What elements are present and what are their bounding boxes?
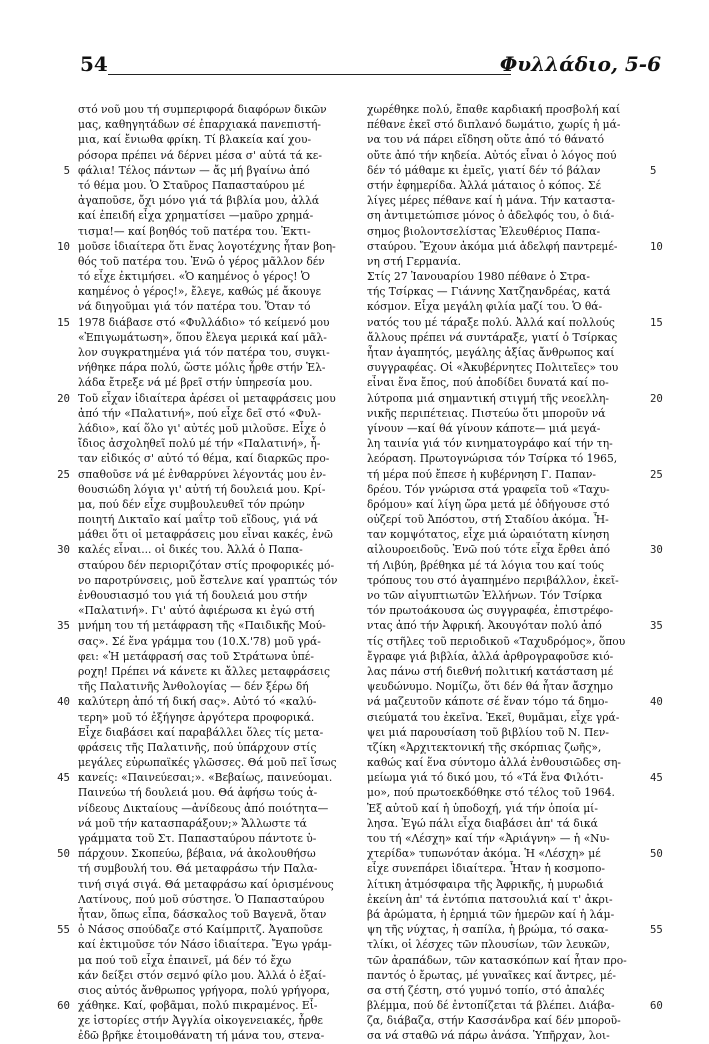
text-line: βλέμμα, πού δέ ἐντοπίζεται τά βλέπει. Διάβα- [367, 999, 615, 1013]
line-number-spacer [650, 725, 676, 740]
line-number-spacer [44, 588, 70, 603]
line-number-spacer [650, 193, 676, 208]
line-number-spacer [44, 345, 70, 360]
line-number-spacer [44, 831, 70, 846]
text-line: ντας ἀπό τήν Ἀφρική. Ἀκουγόταν πολύ ἀπό [367, 619, 602, 633]
line-number-spacer [650, 512, 676, 527]
right-column [367, 102, 629, 1044]
header-rule [108, 74, 511, 75]
text-line: καλές εἶναι... οἱ δικές του. Ἀλλά ὁ Παπα- [78, 543, 303, 557]
text-line: λάδιο», καί ὅλο γι' αὐτές μοῦ μιλοῦσε. Εἶχε ὁ [78, 421, 326, 435]
text-line: γράμματα τοῦ Στ. Παπασταύρου πάντοτε ὑ- [78, 832, 317, 845]
text-line: σιεύματά του ἐκεῖνα. Ἐκεῖ, θυμᾶμαι, εἶχε γρά- [367, 710, 620, 724]
text-line: σα νά σταθῶ νά πάρω ἀνάσα. Ὑπῆρχαν, λοι- [367, 1029, 610, 1043]
line-number-spacer [650, 224, 676, 239]
text-line: αἰλουροειδοῦς. Ἐνῶ πού τότε εἶχα ἔρθει ἀπό [367, 543, 611, 557]
line-number-spacer [650, 330, 676, 345]
line-number-spacer [44, 983, 70, 998]
line-number-spacer [44, 877, 70, 892]
line-number: 25 [57, 467, 70, 481]
line-number-spacer [650, 148, 676, 163]
line-number-spacer [44, 785, 70, 800]
line-number-spacer [650, 558, 676, 573]
text-line: θός τοῦ πατέρα του. Ἐνῶ ὁ γέρος μᾶλλον δέν [78, 254, 325, 268]
line-number: 5 [63, 163, 70, 177]
text-line: ἴδιος ἀσχοληθεῖ πολύ μέ τήν «Παλατινή», ἦ- [78, 437, 321, 451]
line-number-spacer [650, 436, 676, 451]
line-number-spacer [650, 968, 676, 983]
text-line: μείωμα γιά τό δικό μου, τό «Τά ἕνα Φιλότι- [367, 771, 604, 785]
line-number-spacer [650, 755, 676, 770]
line-numbers-right [650, 102, 676, 1044]
page-number: 54 [80, 52, 108, 76]
line-number-spacer [650, 254, 676, 269]
line-number-spacer [650, 588, 676, 603]
text-line: στό νοῦ μου τή συμπεριφορά διαφόρων δικῶν [78, 103, 327, 116]
line-number: 15 [650, 315, 663, 329]
text-line: φει: «Ἡ μετάφρασή σας τοῦ Στράτωνα ὑπέ- [78, 649, 314, 663]
text-line: σταύρου δέν περιοριζόταν στίς προφορικές μό- [78, 558, 335, 572]
text-line: καί ἐπειδή εἶχα χρηματίσει —μαῦρο χρημά- [78, 209, 314, 223]
text-line: χε ἱστορίες στήν Ἀγγλία οἰκογενειακές, ἦρθε [78, 1014, 323, 1028]
text-line: λίτικη ἀτμόσφαιρα τῆς Ἀφρικῆς, ἡ μυρωδιά [367, 877, 604, 891]
text-line: ρόσορα πρέπει νά δέρνει μέσα σ' αὐτά τά κε- [78, 148, 322, 162]
line-number-spacer [44, 1013, 70, 1028]
line-number-spacer [650, 117, 676, 132]
line-number-spacer [650, 284, 676, 299]
text-line: λύτροπα μιά σημαντική στιγμή τῆς νεοελλη- [367, 391, 610, 405]
text-line: δέν τό μάθαμε κι ἐμεῖς, γιατί δέν τό βάλαν [367, 163, 601, 177]
line-number-spacer [650, 953, 676, 968]
text-line: ζα, διάβαζα, στήν Κασσάνδρα καί δέν μποροῦ- [367, 1014, 621, 1028]
line-number: 30 [57, 543, 70, 557]
text-line: 1978 διάβασε στό «Φυλλάδιο» τό κείμενό μου [78, 315, 330, 329]
text-line: σπαθοῦσε νά μέ ἐνθαρρύνει λέγοντάς μου ἐν- [78, 467, 326, 481]
text-line: μάθει ὅτι οἱ μεταφράσεις μου εἶναι κακές, ἐνῶ [78, 528, 333, 542]
line-number: 40 [57, 695, 70, 709]
text-line: φάλια! Τέλος πάντων — ἄς μή βγαίνω ἀπό [78, 163, 310, 177]
line-number-spacer [44, 284, 70, 299]
line-number: 45 [57, 771, 70, 785]
text-line: ποιητή Δικταῖο καί μαΐτρ τοῦ εἴδους, γιά νά [78, 513, 318, 527]
text-line: νικῆς περιπέτειας. Πιστεύω ὅτι μποροῦν νά [367, 406, 606, 420]
text-line: τῶν ἀραπάδων, τῶν κατασκόπων καί ἦταν προ- [367, 953, 627, 967]
line-number-spacer [44, 892, 70, 907]
line-number-spacer [44, 102, 70, 117]
line-number-spacer [650, 649, 676, 664]
line-number: 40 [650, 695, 663, 709]
text-line: ἦταν, ὅπως εἶπα, δάσκαλος τοῦ Βαγενᾶ, ὅταν [78, 907, 327, 921]
text-line: Λατίνους, πού μοῦ σύστησε. Ὁ Παπασταύρου [78, 892, 325, 906]
line-number-spacer [650, 345, 676, 360]
text-line: Ἐξ αὐτοῦ καί ἡ ὑποδοχή, γιά τήν ὁποία μί- [367, 801, 598, 815]
text-line: Στίς 27 Ἰανουαρίου 1980 πέθανε ὁ Στρα- [367, 270, 590, 284]
text-line: νο τῶν αἰγυπτιωτῶν Ἑλλήνων. Τόν Τσίρκα [367, 589, 603, 602]
text-line: ση ἀντιμετώπισε μόνος ὁ ἀδελφός του, ὁ διά- [367, 209, 615, 223]
line-number-spacer [44, 861, 70, 876]
text-line: Παινεύω τή δουλειά μου. Θά ἀφήσω τούς ἀ- [78, 786, 318, 800]
line-number-spacer [44, 224, 70, 239]
text-line: νίδεους Δικταίους —ἀνίδεους ἀπό ποιότητα— [78, 801, 329, 815]
text-line: Τοῦ εἶχαν ἰδιαίτερα ἀρέσει οἱ μεταφράσεις μου [78, 391, 336, 405]
line-number-spacer [44, 603, 70, 618]
text-line: ἐδῶ βρῆκε ἑτοιμοθάνατη τή μάνα του, στενα- [78, 1029, 325, 1043]
text-line: πάρχουν. Σκοπεύω, βέβαια, νά ἀκολουθήσω [78, 847, 316, 861]
text-line: ἐνθουσιασμό του γιά τή δουλειά μου στήν [78, 589, 308, 602]
line-number-spacer [650, 937, 676, 952]
line-number-spacer [44, 755, 70, 770]
line-number-spacer [650, 710, 676, 725]
line-number-spacer [650, 877, 676, 892]
text-line: νά διηγοῦμαι γιά τόν πατέρα του. Ὅταν τό [78, 300, 311, 314]
text-line: τίς στῆλες τοῦ περιοδικοῦ «Ταχυδρόμος», ὅπου [367, 634, 626, 648]
line-number: 35 [650, 619, 663, 633]
text-line: σημος βιολοντσελίστας Ἐλευθέριος Παπα- [367, 224, 601, 238]
line-number-spacer [44, 740, 70, 755]
text-line: σα στή ζέστη, στό γυμνό τοπίο, στό ἀπαλές [367, 983, 605, 997]
text-line: χτερίδα» τυπωνόταν ἀκόμα. Ἡ «Λέσχη» μέ [367, 847, 601, 861]
line-number-spacer [650, 269, 676, 284]
text-line: τισμα!— καί βοηθός τοῦ πατέρα του. Ἐκτι- [78, 224, 311, 238]
text-line: τλίκι, οἱ λέσχες τῶν πλουσίων, τῶν λευκῶν, [367, 938, 610, 952]
line-number-spacer [44, 968, 70, 983]
line-number-spacer [44, 117, 70, 132]
text-line: «Παλατινή». Γι' αὐτό ἀφιέρωσα κι ἐγώ στή [78, 604, 315, 618]
text-line: οὐζερί τοῦ Ἀπόστου, στή Σταδίου ἀκόμα. Ἦ- [367, 513, 609, 527]
text-line: τινή σιγά σιγά. Θά μεταφράσω καί ὁρισμένους [78, 877, 334, 891]
text-line: καθώς καί ἕνα σύντομο ἀλλά ἐνθουσιῶδες ση- [367, 756, 622, 770]
line-number-spacer [44, 406, 70, 421]
line-number-spacer [44, 178, 70, 193]
line-number: 20 [57, 391, 70, 405]
line-number-spacer [650, 785, 676, 800]
line-number: 35 [57, 619, 70, 633]
text-line: ταν εἰδικός σ' αὐτό τό θέμα, καί διαρκῶς προ- [78, 452, 330, 466]
line-number-spacer [650, 299, 676, 314]
text-line: ἔγραφε γιά βιβλία, ἀλλά ἀρθρογραφοῦσε κιό- [367, 649, 614, 663]
line-number-spacer [650, 1028, 676, 1043]
text-line: τόν πρωτοάκουσα ὡς συγγραφέα, ἐπιστρέφο- [367, 604, 614, 618]
text-line: λεόραση. Πρωτογνώρισα τόν Τσίρκα τό 1965, [367, 452, 618, 466]
text-line: ἀγαποῦσε, ὄχι μόνο γιά τά βιβλία μου, ἀλλά [78, 194, 320, 208]
text-line: ἀπό τήν «Παλατινή», πού εἶχε δεῖ στό «Φυλ- [78, 406, 321, 420]
text-line: καλύτερη ἀπό τή δική σας». Αὐτό τό «καλύ- [78, 695, 317, 709]
text-line: λη ταινία γιά τόν κινηματογράφο καί τήν τη- [367, 437, 613, 451]
text-line: ροχη! Πρέπει νά κάνετε κι ἄλλες μεταφράσεις [78, 664, 331, 678]
line-number-spacer [44, 953, 70, 968]
line-number-spacer [44, 254, 70, 269]
text-line: σας». Σέ ἕνα γράμμα του (10.Χ.'78) μοῦ γρά- [78, 634, 321, 648]
text-line: θουσιώδη λόγια γι' αὐτή τή δουλειά μου. Κρί- [78, 482, 326, 496]
line-number-spacer [650, 816, 676, 831]
text-line: ἦταν ἀγαπητός, μεγάλης ἀξίας ἄνθρωπος καί [367, 346, 615, 359]
text-line: νά μοῦ τήν κατασπαράξουν;» Ἄλλωστε τά [78, 816, 307, 830]
line-number: 45 [650, 771, 663, 785]
line-number-spacer [44, 497, 70, 512]
text-line: τζίκη «Ἀρχιτεκτονική τῆς σκόρπιας ζωῆς», [367, 740, 602, 754]
line-number-spacer [650, 664, 676, 679]
text-line: καί ἐκτιμοῦσε τόν Νάσο ἰδιαίτερα. Ἔγω γράμ- [78, 938, 332, 952]
line-number-spacer [650, 861, 676, 876]
line-number-spacer [44, 375, 70, 390]
line-number: 50 [650, 847, 663, 861]
line-number: 30 [650, 543, 663, 557]
text-line: παντός ὁ ἔρωτας, μέ γυναῖκες καί ἄντρες, μέ- [367, 968, 617, 982]
text-line: μο», πού πρωτοεκδόθηκε στό τέλος τοῦ 1964. [367, 786, 615, 800]
line-number-spacer [44, 132, 70, 147]
line-number-spacer [44, 907, 70, 922]
text-line: τή μέρα πού ἔπεσε ἡ κυβέρνηση Γ. Παπαν- [367, 467, 597, 481]
running-title: Φυλλάδιο, 5-6 [499, 52, 661, 76]
text-line: νήθηκε πάρα πολύ, ὥστε μόλις ἦρθε στήν Ἑλ- [78, 361, 326, 375]
text-line: μας, καθηγητάδων σέ ἐπαρχιακά πανεπιστή- [78, 118, 322, 132]
text-line: λίγες μέρες πέθανε καί ἡ μάνα. Τήν καταστα- [367, 194, 616, 208]
text-line: νη στή Γερμανία. [367, 254, 462, 268]
line-number-spacer [650, 679, 676, 694]
text-line: τής Τσίρκας — Γιάννης Χατζηανδρέας, κατά [367, 285, 611, 299]
line-number-spacer [650, 907, 676, 922]
line-number-spacer [44, 634, 70, 649]
text-line: ψη τῆς νύχτας, ἡ σαπίλα, ἡ βρώμα, τό σακα- [367, 923, 609, 937]
line-number: 60 [57, 999, 70, 1013]
text-line: λάδα ἔτρεξε νά μέ βρεῖ στήν ὑπηρεσία μου. [78, 376, 313, 390]
text-line: ἐκείνη ἀπ' τά ἐντόπια πατσουλιά καί τ' ἀκρι- [367, 892, 613, 906]
line-number: 55 [57, 923, 70, 937]
text-line: ὁ Νάσος σπούδαζε στό Καίμπριτζ. Ἀγαποῦσε [78, 923, 323, 937]
line-number-spacer [650, 573, 676, 588]
line-number-spacer [650, 740, 676, 755]
line-number-spacer [650, 497, 676, 512]
text-line: ψει μιά παρουσίαση τοῦ βιβλίου τοῦ Ν. Πεν- [367, 725, 609, 739]
text-line: λον συγκρατημένα γιά τόν πατέρα του, συγκι- [78, 346, 330, 359]
line-number-spacer [650, 801, 676, 816]
line-number-spacer [44, 1028, 70, 1043]
text-line: δρέου. Τόν γνώρισα στά γραφεῖα τοῦ «Ταχυ- [367, 482, 610, 496]
line-number-spacer [650, 102, 676, 117]
text-line: χάθηκε. Καί, φοβᾶμαι, πολύ πικραμένος. Εἶ- [78, 999, 318, 1013]
text-line: του τή «Λέσχη» καί τήν «Ἀριάγνη» — ἡ «Νυ- [367, 832, 610, 845]
text-line: λησα. Ἐγώ πάλι εἶχα διαβάσει ἀπ' τά δικά [367, 816, 598, 830]
text-line: τρόπους του στό ἀγαπημένο περιβάλλον, ἐκεῖ- [367, 573, 619, 587]
line-number-spacer [650, 603, 676, 618]
line-number-spacer [650, 451, 676, 466]
line-number-spacer [650, 375, 676, 390]
text-line: τή Λιβύη, βρέθηκα μέ τά λόγια του καί τούς [367, 558, 604, 572]
line-number-spacer [44, 269, 70, 284]
text-line: χωρέθηκε πολύ, ἔπαθε καρδιακή προσβολή καί [367, 103, 621, 116]
line-number-spacer [650, 634, 676, 649]
line-number-spacer [650, 421, 676, 436]
left-column [78, 102, 340, 1044]
line-number-spacer [650, 360, 676, 375]
text-line: τῆς Παλατινῆς Ἀνθολογίας — δέν ξέρω δή [78, 680, 309, 694]
line-number-spacer [44, 816, 70, 831]
line-number-spacer [44, 148, 70, 163]
text-line: τό εἶχε ἐκτιμήσει. «Ὁ καημένος ὁ γέρος! Ὁ [78, 270, 311, 284]
text-line: οὔτε ἀπό τήν κηδεία. Αὐτός εἶναι ὁ λόγος πού [367, 148, 617, 162]
line-number-spacer [44, 421, 70, 436]
text-line: εἶχε συνεπάρει ἰδιαίτερα. Ἦταν ἡ κοσμοπο- [367, 862, 605, 876]
line-number-spacer [44, 208, 70, 223]
line-number-spacer [650, 831, 676, 846]
text-line: σιος αὐτός ἄνθρωπος γρήγορα, πολύ γρήγορα, [78, 983, 330, 997]
line-number: 20 [650, 391, 663, 405]
text-line: μεγάλες εὐρωπαϊκές γλῶσσες. Θά μοῦ πεῖ ἴσως [78, 756, 337, 770]
line-number: 55 [650, 923, 663, 937]
line-number-spacer [44, 482, 70, 497]
text-line: μοῦσε ἰδιαίτερα ὅτι ἕνας λογοτέχνης ἦταν βοη- [78, 239, 336, 253]
text-line: κανείς: «Παινεύεσαι;». «Βεβαίως, παινεύομαι. [78, 771, 333, 785]
text-line: βά ἀρώματα, ἡ ἐρημιά τῶν ἡμερῶν καί ἡ λάμ- [367, 907, 615, 921]
line-number-spacer [44, 649, 70, 664]
line-number-spacer [44, 360, 70, 375]
text-line: τερη» μοῦ τό ἐξήγησε ἀργότερα προφορικά. [78, 710, 315, 724]
line-number: 15 [57, 315, 70, 329]
line-number: 10 [57, 239, 70, 253]
text-line: λας πάνω στή διεθνή πολιτική κατάσταση μέ [367, 664, 614, 678]
line-number-spacer [650, 132, 676, 147]
line-number: 5 [650, 163, 657, 177]
text-line: μια, καί ἔνιωθα φρίκη. Τί βλακεία καί χου- [78, 133, 312, 147]
line-number-spacer [44, 193, 70, 208]
line-number-spacer [650, 983, 676, 998]
text-line: πέθανε ἐκεῖ στό διπλανό δωμάτιο, χωρίς ἡ μά- [367, 118, 621, 132]
text-line: νατός του μέ τάραξε πολύ. Ἀλλά καί πολλούς [367, 315, 615, 329]
text-line: νο παροτρύνσεις, μοῦ ἔστελνε καί γραπτώς τόν [78, 573, 338, 587]
line-number-spacer [44, 558, 70, 573]
line-number: 60 [650, 999, 663, 1013]
line-number-spacer [44, 436, 70, 451]
line-number-spacer [650, 527, 676, 542]
page-header [80, 52, 661, 80]
text-line: φράσεις τῆς Παλατινῆς, πού ὑπάρχουν στίς [78, 740, 317, 754]
line-number-spacer [650, 482, 676, 497]
text-line: ἄλλους πρέπει νά συντάραξε, γιατί ὁ Τσίρκας [367, 330, 618, 344]
line-number-spacer [44, 573, 70, 588]
text-line: μνήμη του τή μετάφραση τῆς «Παιδικῆς Μού- [78, 619, 326, 633]
line-number-spacer [44, 801, 70, 816]
line-number-spacer [650, 208, 676, 223]
text-line: μα, πού δέν εἶχε συμβουλευθεῖ τόν πρώην [78, 497, 305, 511]
text-line: ταν κομψότατος, εἶχε μιά ὡραιότατη κίνηση [367, 528, 610, 542]
text-line: γίνουν —καί θά γίνουν κάποτε— μιά μεγά- [367, 421, 601, 435]
line-number-spacer [44, 679, 70, 694]
text-line: τό θέμα μου. Ὁ Σταῦρος Παπασταύρου μέ [78, 178, 305, 192]
line-number-spacer [44, 710, 70, 725]
text-line: Εἶχε διαβάσει καί παραβάλλει ὅλες τίς μετα- [78, 725, 324, 739]
line-number: 50 [57, 847, 70, 861]
line-number-spacer [44, 937, 70, 952]
text-line: ψευδώνυμο. Νομίζω, ὅτι δέν θά ἦταν ἄσχημο [367, 680, 614, 694]
text-line: στήν ἐφημερίδα. Ἀλλά μάταιος ὁ κόπος. Σέ [367, 178, 601, 192]
line-number: 10 [650, 239, 663, 253]
text-line: κόσμον. Εἶχα μεγάλη φιλία μαζί του. Ὁ θά- [367, 300, 603, 314]
line-numbers-left [44, 102, 70, 1044]
text-line: νά μαζευτοῦν κάποτε σέ ἕναν τόμο τά δημο- [367, 695, 609, 709]
line-number-spacer [44, 664, 70, 679]
line-number-spacer [44, 299, 70, 314]
line-number-spacer [44, 451, 70, 466]
text-line: κάν δείξει στόν σεμνό φίλο μου. Ἀλλά ὁ ἐξαί- [78, 968, 326, 982]
line-number-spacer [44, 527, 70, 542]
text-line: τή συμβουλή του. Θά μεταφράσω τήν Παλα- [78, 862, 318, 876]
text-line: δρόμου» καί λίγη ὥρα μετά μέ ὁδήγουσε στό [367, 497, 610, 511]
text-line: σταύρου. Ἔχουν ἀκόμα μιά ἀδελφή παντρεμέ- [367, 239, 618, 253]
line-number-spacer [44, 725, 70, 740]
line-number-spacer [650, 892, 676, 907]
text-line: μα πού τοῦ εἶχα ἐπαινεῖ, μά δέν τό ἔχω [78, 953, 292, 967]
text-line: συγγραφέας. Οἱ «Ἀκυβέρνητες Πολιτεῖες» του [367, 361, 619, 375]
line-number-spacer [44, 512, 70, 527]
line-number-spacer [650, 406, 676, 421]
text-line: «Ἐπιγωμάτωση», ὅπου ἔλεγα μερικά καί μᾶλ- [78, 330, 327, 344]
text-line: να του νά πάρει εἴδηση οὔτε ἀπό τό θάνατό [367, 133, 605, 147]
line-number-spacer [650, 178, 676, 193]
text-line: εἶναι ἕνα ἔπος, πού ἀποδίδει δυνατά καί πο- [367, 376, 609, 390]
line-number-spacer [650, 1013, 676, 1028]
text-line: καημένος ὁ γέρος!», ἔλεγε, καθώς μέ ἄκουγε [78, 285, 322, 299]
line-number-spacer [44, 330, 70, 345]
line-number: 25 [650, 467, 663, 481]
